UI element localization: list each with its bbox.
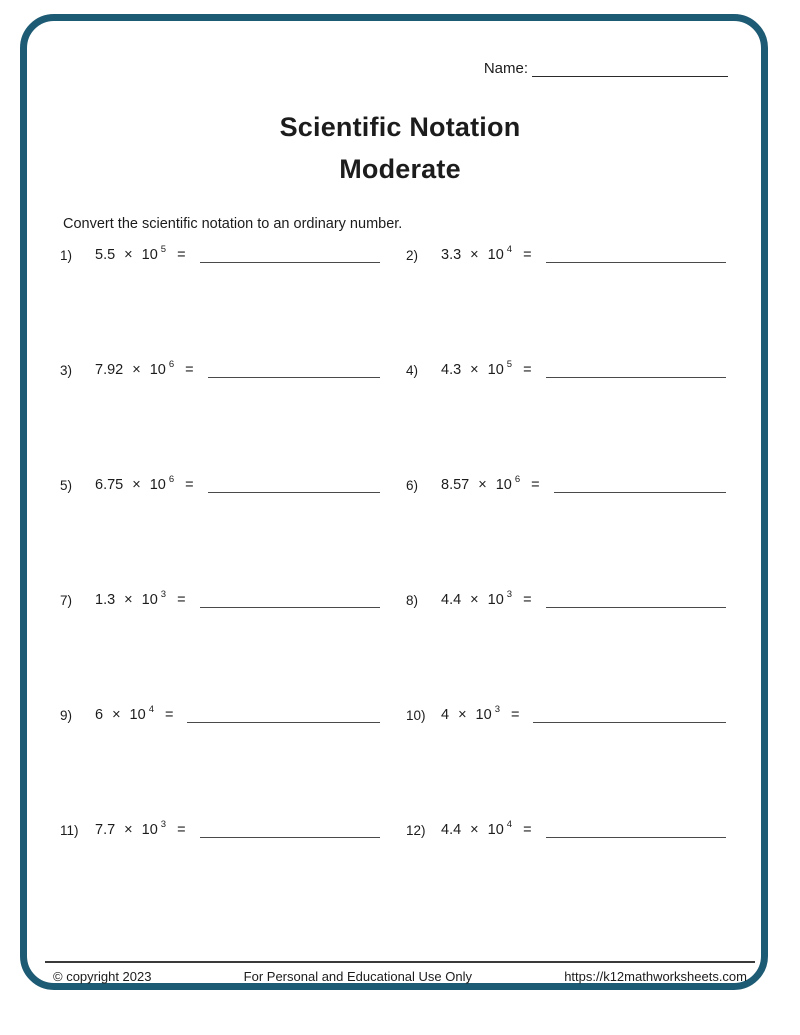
problem-number: 11) [60,823,79,838]
coefficient: 1.3 [95,592,116,608]
exponent: 4 [506,244,513,256]
exponent: 4 [506,819,513,831]
name-blank-line [532,61,728,77]
multiply-sign: × [124,247,133,263]
answer-blank [546,363,726,378]
exponent: 3 [494,704,500,716]
coefficient: 4.3 [441,362,462,378]
equals-sign: = [510,707,520,723]
coefficient: 6.75 [95,477,124,493]
equals-sign: = [185,362,194,378]
name-row [484,60,728,77]
answer-blank [546,823,726,838]
base-ten [142,820,166,838]
coefficient: 5.5 [95,247,116,263]
answer-blank [546,248,726,263]
problem-row [406,701,726,723]
problem-number: 1) [60,248,73,263]
multiply-sign: × [112,707,121,723]
problem-number: 9) [60,708,73,723]
base-ten [142,590,166,608]
base-value: 10 [149,362,166,378]
exponent: 4 [148,704,154,716]
answer-blank [533,708,726,723]
multiply-sign: × [470,822,479,838]
base-value: 10 [141,247,158,263]
base-ten [476,705,500,723]
coefficient: 3.3 [441,247,462,263]
base-value: 10 [475,707,492,723]
base-value: 10 [487,247,504,263]
equals-sign: = [523,592,532,608]
problem-row [60,586,380,608]
title-line-1: Scientific Notation [279,112,521,142]
multiply-sign: × [132,477,141,493]
title-line-2: Moderate [339,154,461,184]
base-ten [130,705,154,723]
problem-row [60,816,380,838]
base-value: 10 [141,822,158,838]
answer-blank [200,593,380,608]
problem-number: 7) [60,593,73,608]
coefficient: 7.7 [95,822,116,838]
multiply-sign: × [478,477,487,493]
answer-blank [208,478,380,493]
base-ten [488,245,512,263]
problem-row [60,701,380,723]
problem-number: 8) [406,593,419,608]
exponent: 6 [514,474,521,486]
usage-text: For Personal and Educational Use Only [243,969,473,984]
base-ten [488,360,512,378]
base-ten [150,360,174,378]
base-ten [496,475,520,493]
equals-sign: = [531,477,540,493]
problem-row [406,356,726,378]
base-ten [150,475,174,493]
answer-blank [554,478,726,493]
base-value: 10 [495,477,512,493]
problem-row [60,471,380,493]
coefficient: 4 [441,707,450,723]
problem-row [406,471,726,493]
base-value: 10 [487,822,504,838]
problem-row [60,356,380,378]
problem-number: 10) [406,708,426,723]
problem-row [406,586,726,608]
base-ten [488,590,512,608]
base-ten [488,820,512,838]
exponent: 6 [168,474,175,486]
multiply-sign: × [124,592,133,608]
copyright-text: © copyright 2023 [53,969,152,984]
footer [53,969,747,984]
problem-row [406,241,726,263]
multiply-sign: × [470,592,479,608]
exponent: 5 [506,359,513,371]
answer-blank [187,708,380,723]
answer-blank [200,248,380,263]
problem-number: 5) [60,478,73,493]
coefficient: 8.57 [441,477,470,493]
website-link[interactable]: https://k12mathworksheets.com [564,969,747,984]
base-value: 10 [487,592,504,608]
problem-number: 2) [406,248,419,263]
equals-sign: = [523,822,532,838]
base-value: 10 [149,477,166,493]
equals-sign: = [523,247,532,263]
multiply-sign: × [470,247,479,263]
exponent: 3 [506,589,513,601]
problem-number: 12) [406,823,426,838]
coefficient: 6 [95,707,104,723]
multiply-sign: × [124,822,133,838]
multiply-sign: × [458,707,467,723]
base-ten [142,245,166,263]
instruction-text: Convert the scientific notation to an ordinary number. [63,216,403,232]
multiply-sign: × [470,362,479,378]
base-value: 10 [129,707,146,723]
multiply-sign: × [132,362,141,378]
coefficient: 4.4 [441,592,462,608]
problems-grid [60,241,726,931]
answer-blank [546,593,726,608]
equals-sign: = [177,822,186,838]
page-title [0,106,800,190]
problem-row [406,816,726,838]
answer-blank [200,823,380,838]
problem-number: 6) [406,478,419,493]
exponent: 6 [168,359,175,371]
footer-divider [45,961,755,963]
equals-sign: = [164,707,174,723]
problem-number: 4) [406,363,419,378]
problem-number: 3) [60,363,73,378]
coefficient: 7.92 [95,362,124,378]
equals-sign: = [523,362,532,378]
coefficient: 4.4 [441,822,462,838]
name-label: Name: [483,60,528,77]
exponent: 3 [160,819,167,831]
equals-sign: = [177,247,186,263]
exponent: 5 [160,244,167,256]
answer-blank [208,363,380,378]
base-value: 10 [141,592,158,608]
exponent: 3 [160,589,167,601]
equals-sign: = [185,477,194,493]
equals-sign: = [177,592,186,608]
problem-row [60,241,380,263]
base-value: 10 [487,362,504,378]
